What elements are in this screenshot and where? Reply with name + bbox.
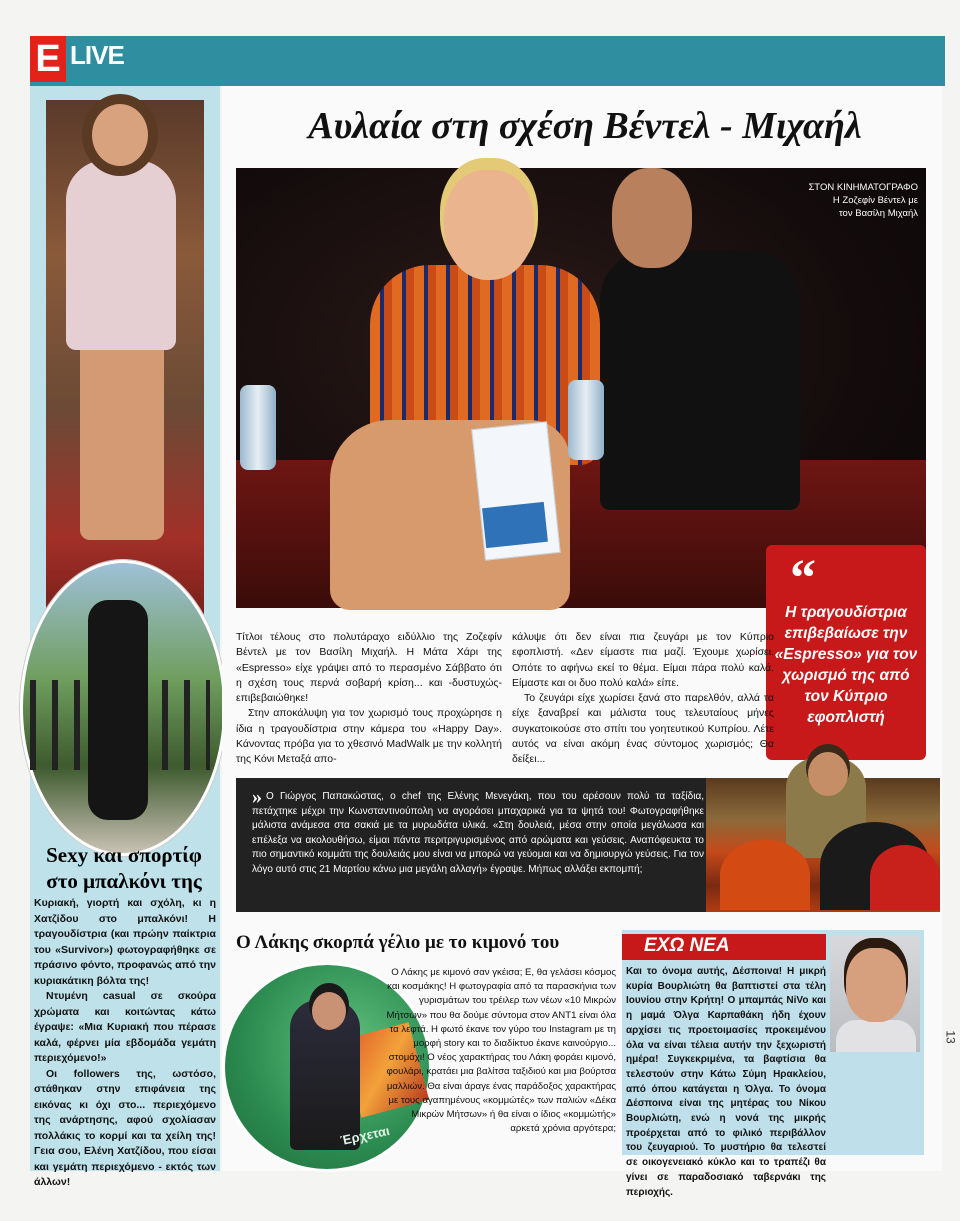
pull-quote-text: Η τραγουδίστρια επιβεβαίωσε την «Espresso» για τον χωρισμό της από τον Κύπριο εφοπλιστή bbox=[774, 604, 918, 726]
photo-lakis-head bbox=[312, 992, 346, 1030]
sidebar-title-line1: Sexy και σπορτίφ bbox=[46, 843, 202, 867]
exo-nea-body bbox=[626, 965, 926, 1200]
popcorn-carton-band bbox=[482, 502, 548, 548]
article-paragraph: Τίτλοι τέλους στο πολυτάραχο ειδύλλιο της Ζοζεφίν Βέντελ με τον Βασίλη Μιχαήλ. Η Μάτα Χάρι της «Espresso» είχε γράψει από το περασμένο Σάββατο ότι η σχέση τους περνά σοβαρή κρίση... και -δυστυχώς- επιβεβαιώθηκε! bbox=[236, 631, 502, 705]
quote-mark-icon: “ bbox=[790, 550, 816, 607]
sidebar-paragraph: Κυριακή, γιορτή και σχόλη, κι η Χατζίδου στο μπαλκόνι! Η τραγουδίστρια (και πρώην παίκτρια του «Survivor») φωτογραφήθηκε σε πράσινο φόντο, προφανώς από την κυριακάτικη βόλτα της! bbox=[34, 897, 216, 987]
quote-mark-icon: » bbox=[252, 786, 262, 808]
lakis-body bbox=[384, 966, 616, 1136]
article-paragraph: κάλυψε ότι δεν είναι πια ζευγάρι με τον Κύπριο εφοπλιστή. «Δεν είμαστε πια μαζί. Έχουμε χωρίσει. Οπότε το αφήνω εκεί το θέμα. Είμαι πάρα πολύ καλά. Είμαστε και οι δυο πολύ καλά» είπε. bbox=[512, 631, 774, 689]
photo-figure-dress bbox=[66, 160, 176, 350]
water-bottle-icon bbox=[568, 380, 604, 460]
sidebar-paragraph: Οι followers της, ωστόσο, στάθηκαν στην επιφάνεια της εικόνας κι όχι στο... περιεχόμενο της ανάρτησης, αφού σχολίασαν πολλάκις το κορμί και τα χείλη της! Γεια σου, Ελένη Χατζίδου, που είσαι και γεμάτη περιεχόμενο - εκτός των άλλων! bbox=[34, 1067, 216, 1188]
caption-line: Η Ζοζεφίν Βέντελ με bbox=[832, 195, 918, 206]
photo-sign-text: Έρχεται bbox=[338, 1122, 391, 1149]
page-number: 13 bbox=[943, 1030, 958, 1044]
spice-pile bbox=[720, 840, 810, 910]
chef-news-body: Ο Γιώργος Παπακώστας, ο chef της Ελένης Μενεγάκη, που του αρέσουν πολύ τα ταξίδια, πετάχτηκε μέχρι την Κωνσταντινούπολη να αγοράσει μπαχαρικά για τα ψητά του! Φωτογραφήθηκε μάλιστα ανάμεσα στα σακιά με τα μυρωδάτα υλικά. «Στη δουλειά, μέσα στην οποία μεγάλωσα και επέλεξα να ακολουθήσω, είμαι πάντα περιτριγυρισμένος από αρώματα και γεύσεις. Αναπόφευκτα το πιο σημαντικό κομμάτι της δουλειάς μου είναι να μπορώ να γεύομαι και να δημιουργώ γεύσεις. Για τον λόγο αυτό στις 21 Μαρτίου κάνω μια μεγάλη αλλαγή» έγραψε. Μήπως αλλάξει εκπομπή; bbox=[252, 791, 704, 875]
spice-pile bbox=[870, 845, 940, 910]
article-headline: Αυλαία στη σχέση Βέντελ - Μιχαήλ bbox=[308, 105, 862, 147]
photo-man-body bbox=[600, 250, 800, 510]
exo-nea-text: Και το όνομα αυτής, Δέσποινα! Η μικρή κυρία Βουρλιώτη θα βαπτιστεί στα τέλη Ιουνίου στην Κρήτη! Ο μπαμπάς NiVo και η μαμά Όλγα Καρπαθάκη ήδη έχουν αρχίσει τις προετοιμασίες προκειμένου όλα να είναι τέλεια αυτήν την ξεχωριστή ημέρα! Συγκεκριμένα, τα βαφτίσια θα τελεστούν στην Κάτω Σύμη Ηρακλείου, από όπου κατάγεται η Όλγα. Το όνομα Δέσποινα είναι της μητέρας του Νίκου Βουρλιώτη, ενώ η νονά της μικρής προέρχεται από το φιλικό περιβάλλον του ζευγαριού. Το μυστήριο θα τελεστεί σε οικογενειακό κύκλο και το τραπέζι θα γίνει σε παραδοσιακό ταβερνάκι της περιοχής. bbox=[626, 966, 826, 1198]
water-bottle-icon bbox=[240, 385, 276, 470]
section-header-band bbox=[30, 36, 945, 86]
article-body-left bbox=[236, 630, 502, 768]
sidebar-title bbox=[34, 842, 214, 894]
sidebar-paragraph: Ντυμένη casual σε σκούρα χρώματα και κοιτώντας κάτω έγραψε: «Μια Κυριακή που πέρασε καλά, φέρνει μία εβδομάδα γεμάτη περιεχόμενο!» bbox=[34, 990, 216, 1064]
magazine-logo: E bbox=[30, 36, 66, 82]
sidebar-body bbox=[34, 896, 216, 1191]
photo-figure-head bbox=[92, 104, 148, 166]
chef-news-text bbox=[252, 786, 704, 877]
article-paragraph: Στην αποκάλυψη για τον χωρισμό τους προχώρησε η ίδια η τραγουδίστρια στην κάμερα του «Happy Day». Κάνοντας πρόβα για το χθεσινό MadWalk με την κολλητή της Κόνι Μεταξά απο- bbox=[236, 707, 502, 766]
photo-caption bbox=[740, 181, 918, 220]
exo-nea-label: ΕΧΩ ΝΕΑ bbox=[644, 935, 730, 956]
section-label: LIVE bbox=[70, 40, 124, 70]
lakis-headline: Ο Λάκης σκορπά γέλιο με το κιμονό του bbox=[236, 932, 560, 953]
photo-woman-head bbox=[444, 170, 534, 280]
lakis-paragraph: Ο Λάκης με κιμονό σαν γκέισα; Ε, θα γελάσει κόσμος και κοσμάκης! Η φωτογραφία από τα παρασκήνια των γυρισμάτων του τρέιλερ των νέων «10 Μικρών Μήτσων» που θα δούμε σύντομα στον ΑΝΤ1 είναι όλα τα λεφτά. Η φωτό έκανε τον γύρο του Instagram με τη μορφή story και το διαδίκτυο έκανε καινούργιο... στομάχι! Ο νέος χαρακτήρας του Λάκη φοράει κιμονό, φουλάρι, κρατάει μια βαλίτσα ταξιδιού και μια βούρτσα μαλλιών. Θα είναι άραγε ένας παράδοξος χαρακτήρας με τους αγαπημένους «κομμώτές» των παλιών «Δέκα Μικρών Μήτσων» ή θα είναι ο ίδιος «κομμώτής» αρκετά χρόνια αργότερα; bbox=[386, 967, 616, 1135]
balcony-photo-figure bbox=[88, 600, 148, 820]
article-paragraph: Το ζευγάρι είχε χωρίσει ξανά στο παρελθόν, αλλά τα είχε ξαναβρεί και μάλιστα τους τελευταίους μήνες συγκατοικούσε στο σπίτι του γοητευτικού Κυπρίου. Λέτε αυτός να είναι ακόμη ένας σύντομος χωρισμός; Θα δείξει... bbox=[512, 692, 774, 766]
caption-line: τον Βασίλη Μιχαήλ bbox=[838, 208, 918, 219]
article-body-right bbox=[512, 630, 774, 768]
sidebar-title-line2: στο μπαλκόνι της bbox=[46, 869, 202, 893]
photo-chef-head bbox=[808, 752, 848, 796]
photo-man-head bbox=[612, 168, 692, 268]
caption-line: ΣΤΟΝ ΚΙΝΗΜΑΤΟΓΡΑΦΟ bbox=[808, 182, 918, 193]
photo-figure-legs bbox=[80, 340, 164, 540]
